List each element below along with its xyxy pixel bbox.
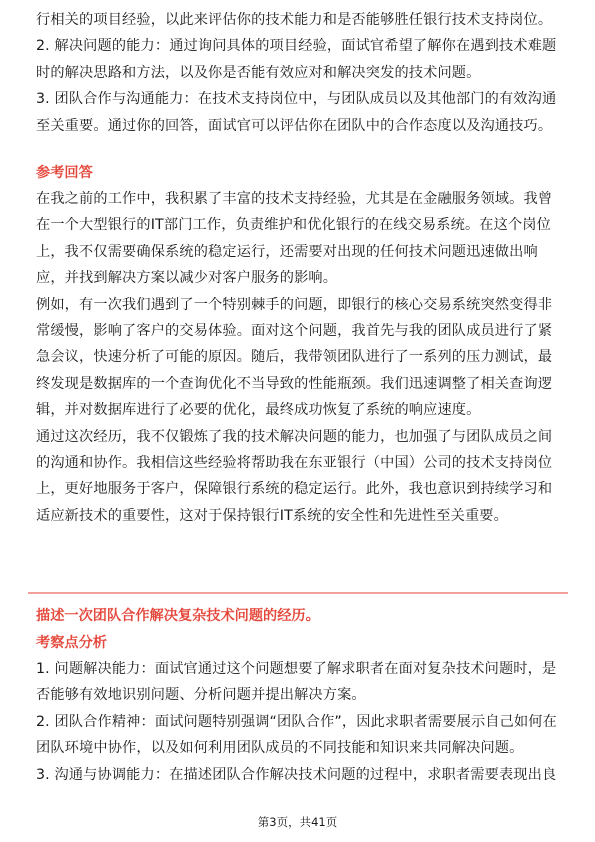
body-line: 至关重要。通过你的回答，面试官可以评估你在团队中的合作态度以及沟通技巧。: [36, 117, 553, 134]
body-line: 行相关的项目经验，以此来评估你的技术能力和是否能够胜任银行技术支持岗位。: [36, 12, 553, 28]
body-line: 终发现是数据库的一个查询优化不当导致的性能瓶颈。我们迅速调整了相关查询逻: [36, 375, 553, 392]
body-line: 否能够有效地识别问题、分析问题并提出解决方案。: [36, 687, 366, 704]
question2-block: [36, 603, 564, 788]
body-line: 应，并找到解决方案以减少对客户服务的影响。: [36, 270, 338, 287]
body-line: 3. 沟通与协调能力：在描述团队合作解决技术问题的过程中，求职者需要表现出良: [36, 766, 557, 783]
body-line: 常缓慢，影响了客户的交易体验。面对这个问题，我首先与我的团队成员进行了紧: [36, 322, 553, 339]
body-line: 在我之前的工作中，我积累了丰富的技术支持经验，尤其是在金融服务领域。我曾: [36, 191, 553, 207]
body-line: 1. 问题解决能力：面试官通过这个问题想要了解求职者在面对复杂技术问题时，是: [36, 661, 557, 677]
body-line: 团队环境中协作，以及如何利用团队成员的不同技能和知识来共同解决问题。: [36, 740, 524, 757]
body-line: 通过这次经历，我不仅锻炼了我的技术解决问题的能力，也加强了与团队成员之间: [36, 428, 553, 445]
section1-block: [36, 7, 564, 139]
page-number-footer: 第3页，共41页: [257, 815, 338, 829]
body-line: 例如，有一次我们遇到了一个特别棘手的问题，即银行的核心交易系统突然变得非: [36, 296, 553, 313]
section-divider: [28, 592, 568, 594]
reference-answer-block: [36, 160, 564, 529]
body-line: 时的解决思路和方法，以及你是否能有效应对和解决突发的技术问题。: [36, 64, 481, 81]
body-line: 2. 解决问题的能力：通过询问具体的项目经验，面试官希望了解你在遇到技术难题: [36, 38, 557, 55]
body-line: 的沟通和协作。我相信这些经验将帮助我在东亚银行（中国）公司的技术支持岗位: [36, 454, 553, 471]
body-line: 2. 团队合作精神：面试问题特别强调“团队合作”，因此求职者需要展示自己如何在: [36, 713, 557, 730]
body-line: 在一个大型银行的IT部门工作，负责维护和优化银行的在线交易系统。在这个岗位: [36, 217, 551, 234]
question-title: 描述一次团队合作解决复杂技术问题的经历。: [36, 608, 320, 624]
body-line: 上，我不仅需要确保系统的稳定运行，还需要对出现的任何技术问题迅速做出响: [36, 243, 538, 260]
reference-answer-heading: 参考回答: [36, 165, 93, 181]
body-line: 3. 团队合作与沟通能力：在技术支持岗位中，与团队成员以及其他部门的有效沟通: [36, 91, 557, 108]
analysis-heading: 考察点分析: [36, 635, 107, 651]
body-line: 适应新技术的重要性，这对于保持银行IT系统的安全性和先进性至关重要。: [36, 507, 508, 524]
body-line: 上，更好地服务于客户，保障银行系统的稳定运行。此外，我也意识到持续学习和: [36, 481, 553, 498]
body-line: 急会议，快速分析了可能的原因。随后，我带领团队进行了一系列的压力测试，最: [36, 349, 553, 366]
body-line: 辑，并对数据库进行了必要的优化，最终成功恢复了系统的响应速度。: [36, 402, 481, 419]
